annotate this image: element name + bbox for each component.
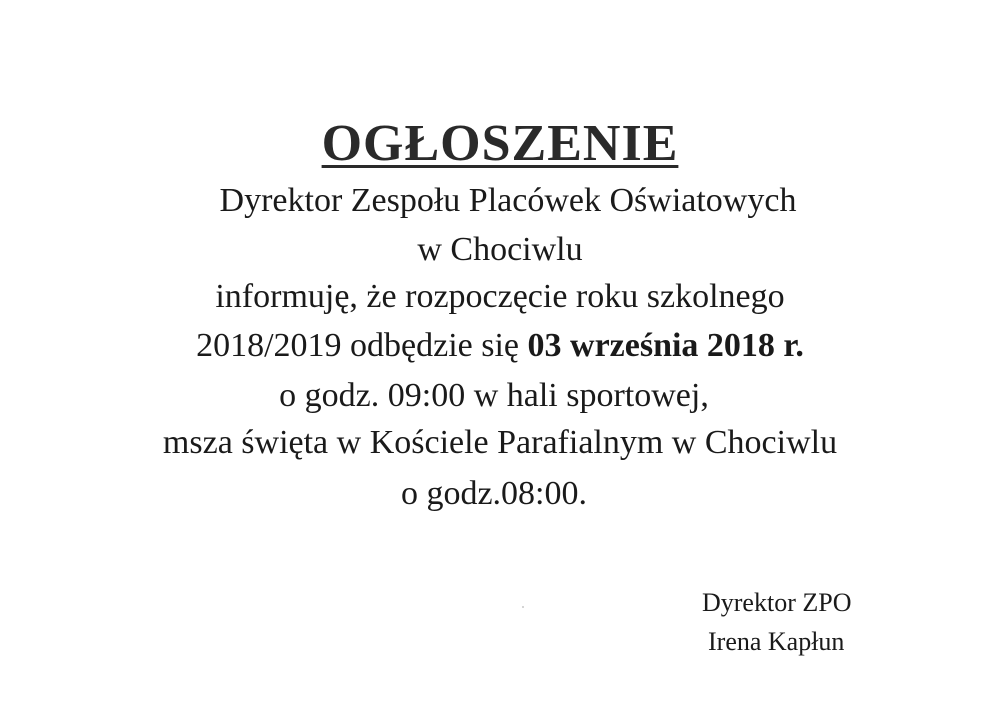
start-date: 03 września 2018 r. bbox=[527, 327, 804, 364]
body-line-7: o godz.08:00. bbox=[400, 475, 588, 512]
announcement-title: OGŁOSZENIE bbox=[321, 115, 679, 172]
body-line-1: Dyrektor Zespołu Placówek Oświatowych bbox=[219, 182, 797, 219]
body-line-5: o godz. 09:00 w hali sportowej, bbox=[279, 377, 709, 414]
signature-role: Dyrektor ZPO bbox=[702, 588, 852, 617]
scan-speck bbox=[522, 606, 524, 608]
body-line-4 bbox=[0, 326, 1000, 366]
body-line-3: informuję, że rozpoczęcie roku szkolnego bbox=[215, 278, 785, 315]
body-line-2: w Chociwlu bbox=[417, 231, 583, 268]
body-line-4-text: 2018/2019 odbędzie się bbox=[196, 327, 528, 364]
signature-name: Irena Kapłun bbox=[708, 627, 845, 656]
body-line-6: msza święta w Kościele Parafialnym w Chociwlu bbox=[162, 424, 838, 461]
